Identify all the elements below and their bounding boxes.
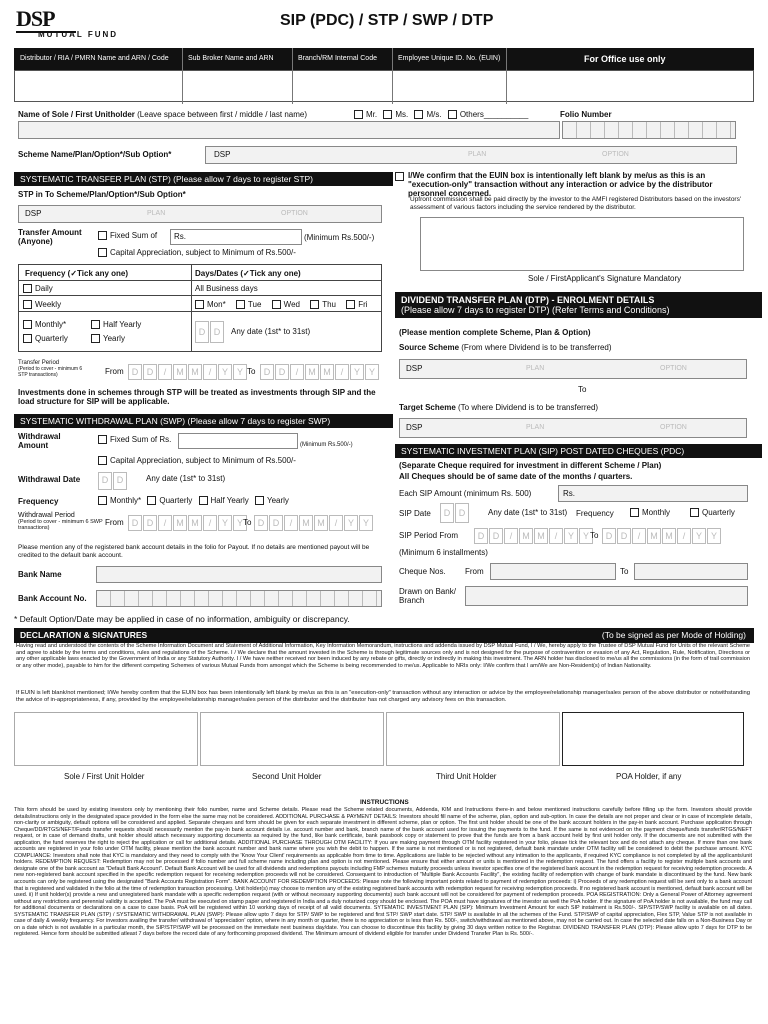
title-ms2-checkbox[interactable] — [414, 110, 423, 119]
upfront-commission-note: Upfront commission shall be paid directly by the investor to the AMFI registered Distributors based on the investors' assessment of various factors including the service rendered by the distributor. — [410, 196, 742, 211]
page-title: SIP (PDC) / STP / SWP / DTP — [280, 12, 494, 29]
swp-to-label: To — [243, 518, 252, 527]
swp-monthly-label: Monthly* — [110, 496, 142, 505]
sig-label-third: Third Unit Holder — [436, 772, 497, 781]
swp-quarterly-label: Quarterly — [159, 496, 193, 505]
stp-monthly-label: Monthly* — [35, 320, 67, 329]
stp-option-hint: OPTION — [281, 210, 308, 217]
stp-mon-label: Mon* — [207, 300, 226, 309]
title-ms-label: Ms. — [395, 110, 409, 119]
stp-yearly-label: Yearly — [103, 334, 125, 343]
stp-heading: SYSTEMATIC TRANSFER PLAN (STP) (Please allow 7 days to register STP) — [14, 172, 393, 186]
euin-field[interactable] — [394, 72, 504, 100]
logo-subtitle: MUTUAL FUND — [38, 30, 119, 39]
folio-label: Folio Number — [560, 110, 612, 119]
stp-note: Investments done in schemes through STP will be treated as investments through SIP and the load structure for SIP will be applicable. — [18, 388, 376, 406]
sip-any-date: Any date (1st* to 31st) — [488, 508, 568, 517]
sip-heading: SYSTEMATIC INVESTMENT PLAN (SIP) POST DATED CHEQUES (PDC) — [395, 444, 762, 458]
swp-bank-acc-label: Bank Account No. — [18, 594, 87, 603]
stp-monthly-checkbox[interactable] — [23, 320, 32, 329]
stp-period-label: Transfer Period — [18, 360, 60, 366]
distributor-col-subbroker: Sub Broker Name and ARN — [188, 55, 274, 62]
stp-plan-hint: PLAN — [147, 210, 166, 217]
sip-quarterly-label: Quarterly — [702, 508, 735, 517]
stp-any-date: Any date (1st* to 31st) — [231, 327, 311, 336]
sig-label-second: Second Unit Holder — [252, 772, 322, 781]
stp-period — [18, 360, 108, 378]
scheme-plan-hint: PLAN — [468, 151, 487, 158]
dtp-target-prefix: DSP — [406, 423, 423, 432]
swp-capital-checkbox[interactable] — [98, 456, 107, 465]
stp-amount-label: Transfer Amount (Anyone) — [18, 228, 82, 246]
sip-to-label: To — [590, 531, 599, 540]
swp-bank-name-input[interactable] — [96, 566, 382, 583]
stp-weekdays — [195, 300, 368, 309]
declaration-mode: (To be signed as per Mode of Holding) — [601, 630, 746, 640]
swp-from-date[interactable]: D D / M M / Y Y — [128, 513, 248, 531]
stp-weekly-checkbox[interactable] — [23, 300, 32, 309]
sip-sub2: All Cheques should be of same date of the months / quarters. — [399, 472, 633, 481]
dtp-to: To — [578, 385, 587, 394]
distributor-table — [14, 48, 754, 104]
office-use-label: For Office use only — [584, 54, 666, 64]
euin-signature-box[interactable] — [420, 217, 744, 271]
euin-signature-label: Sole / FirstApplicant's Signature Mandatory — [528, 274, 682, 283]
default-option-note: * Default Option/Date may be applied in case of no information, ambiguity or discrepancy. — [14, 614, 350, 624]
swp-heading: SYSTEMATIC WITHDRAWAL PLAN (SWP) (Please allow 7 days to register SWP) — [14, 414, 393, 428]
swp-date-input[interactable]: D D — [98, 470, 128, 490]
stp-yearly-checkbox[interactable] — [91, 334, 100, 343]
dtp-target-label: Target Scheme — [399, 403, 456, 412]
scheme-prefix: DSP — [214, 150, 231, 159]
stp-capital-checkbox[interactable] — [98, 248, 107, 257]
title-others-checkbox[interactable] — [448, 110, 457, 119]
swp-bank-note: Please mention any of the registered bank account details in the folio for Payout. If no details are mentioned payout will be credited to the default bank account. — [18, 544, 370, 559]
dtp-mention: (Please mention complete Scheme, Plan & Option) — [399, 328, 591, 337]
sip-to-date[interactable]: D D / M M / Y Y — [602, 526, 722, 544]
declaration-title: DECLARATION & SIGNATURES — [20, 630, 148, 640]
sip-cheque-from-input[interactable] — [490, 563, 616, 580]
scheme-input[interactable] — [205, 146, 737, 164]
signature-poa-holder[interactable] — [562, 712, 744, 766]
stp-to-date[interactable]: D D / M M / Y Y — [260, 362, 380, 380]
scheme-option-hint: OPTION — [602, 151, 629, 158]
title-ms2-label: M/s. — [426, 110, 442, 119]
sip-date-label: SIP Date — [399, 509, 431, 518]
sip-monthly-label: Monthly — [642, 508, 671, 517]
swp-min: (Minimum Rs.500/-) — [300, 442, 353, 448]
distributor-col-arn: Distributor / RIA / PMRN Name and ARN / Code — [20, 55, 169, 62]
stp-from-date[interactable]: D D / M M / Y Y — [128, 362, 248, 380]
sip-amount-label: Each SIP Amount (minimum Rs. 500) — [399, 489, 532, 498]
title-mr-checkbox[interactable] — [354, 110, 363, 119]
sip-drawn-input[interactable] — [465, 586, 748, 606]
sip-rs: Rs. — [563, 489, 575, 498]
signature-second-holder[interactable] — [200, 712, 384, 766]
euin-confirm-checkbox[interactable] — [395, 172, 404, 181]
swp-monthly-checkbox[interactable] — [98, 496, 107, 505]
dtp-heading — [395, 292, 762, 318]
swp-quarterly-checkbox[interactable] — [147, 496, 156, 505]
swp-period-label: Withdrawal Period — [18, 512, 75, 519]
stp-halfyearly-label: Half Yearly — [103, 320, 142, 329]
swp-period-sub: (Period to cover - minimum 6 SWP transactions) — [18, 519, 103, 531]
stp-tue-checkbox[interactable] — [236, 300, 245, 309]
logo — [16, 6, 126, 39]
sip-cheque-to-input[interactable] — [634, 563, 748, 580]
stp-date-input[interactable]: D D — [195, 321, 225, 343]
swp-yearly-checkbox[interactable] — [255, 496, 264, 505]
sip-amount-input[interactable] — [558, 485, 748, 502]
signature-third-holder[interactable] — [386, 712, 560, 766]
sip-from-date[interactable]: D D / M M / Y Y — [474, 526, 594, 544]
swp-freq-label: Frequency — [18, 497, 59, 506]
dtp-source-plan-hint: PLAN — [526, 365, 545, 372]
sip-frequency-label: Frequency — [576, 509, 614, 518]
stp-period-sub: (Period to cover - minimum 6 STP transactions) — [18, 366, 83, 378]
declaration-heading — [14, 628, 754, 643]
stp-fixed-sum-checkbox[interactable] — [98, 231, 107, 240]
sip-drawn-label: Drawn on Bank/ Branch — [399, 587, 456, 605]
sip-cheque-to-label: To — [620, 567, 629, 576]
stp-tue-label: Tue — [247, 300, 262, 309]
folio-input[interactable] — [562, 121, 736, 139]
swp-freq-options — [98, 496, 289, 505]
stp-to-scheme-input[interactable] — [18, 205, 382, 223]
holder-name-row — [18, 110, 307, 119]
stp-thu-label: Thu — [322, 300, 336, 309]
logo-mark: DSP — [16, 6, 55, 31]
stp-freq-head: Frequency (✓Tick any one) — [25, 269, 129, 278]
sip-monthly-checkbox[interactable] — [630, 508, 639, 517]
dtp-source-prefix: DSP — [406, 364, 423, 373]
stp-quarterly-checkbox[interactable] — [23, 334, 32, 343]
swp-bank-acc-input[interactable] — [96, 590, 382, 607]
stp-weekly-label: Weekly — [35, 300, 62, 309]
stp-halfyearly-checkbox[interactable] — [91, 320, 100, 329]
swp-yearly-label: Yearly — [266, 496, 289, 505]
swp-from-label: From — [105, 518, 124, 527]
stp-to-date-label: To — [247, 367, 256, 376]
stp-to-label: STP in To Scheme/Plan/Option*/Sub Option* — [18, 190, 186, 199]
signature-first-holder[interactable] — [14, 712, 198, 766]
euin-confirm-row — [395, 172, 407, 181]
dtp-source-option-hint: OPTION — [660, 365, 687, 372]
dtp-source-input[interactable] — [399, 359, 747, 379]
swp-halfyearly-checkbox[interactable] — [199, 496, 208, 505]
stp-mon-checkbox[interactable] — [195, 300, 204, 309]
title-ms-checkbox[interactable] — [383, 110, 392, 119]
dtp-source-row — [399, 343, 612, 352]
stp-rs: Rs. — [174, 232, 186, 241]
title-others-label: Others__________ — [459, 110, 529, 119]
swp-amount-label: Withdrawal Amount — [18, 432, 61, 450]
branch-code-field[interactable] — [294, 72, 390, 100]
dtp-target-plan-hint: PLAN — [526, 424, 545, 431]
stp-frequency-table — [18, 264, 382, 352]
dtp-target-input[interactable] — [399, 418, 747, 438]
stp-daily-label: Daily — [35, 284, 53, 293]
sip-cheque-label: Cheque Nos. — [399, 567, 446, 576]
scheme-label: Scheme Name/Plan/Option*/Sub Option* — [18, 150, 172, 159]
instructions-heading: INSTRUCTIONS — [360, 799, 409, 806]
holder-name-input[interactable] — [18, 121, 560, 139]
swp-capital-label: Capital Appreciation, subject to Minimum of Rs.500/- — [110, 456, 296, 465]
distributor-col-euin: Employee Unique ID. No. (EUIN) — [398, 55, 501, 62]
stp-daily-checkbox[interactable] — [23, 284, 32, 293]
stp-capital-label: Capital Appreciation, subject to Minimum of Rs.500/- — [110, 248, 296, 257]
sip-period-label: SIP Period From — [399, 531, 458, 540]
dtp-source-label: Source Scheme — [399, 343, 460, 352]
stp-wed-checkbox[interactable] — [272, 300, 281, 309]
stp-quarterly-label: Quarterly — [35, 334, 68, 343]
swp-bank-name-label: Bank Name — [18, 570, 62, 579]
sip-quarterly-checkbox[interactable] — [690, 508, 699, 517]
stp-from-label: From — [105, 367, 124, 376]
holder-name-label: Name of Sole / First Unitholder — [18, 110, 135, 119]
stp-fixed-sum-row — [98, 231, 157, 240]
euin-confirm-text: I/We confirm that the EUIN box is intentionally left blank by me/us as this is an "execution-only" transaction without any interaction or advice by the distributor personnel concerned. — [408, 171, 713, 198]
arn-field[interactable] — [16, 72, 180, 100]
instructions-body: This form should be used by existing investors only by mentioning their folio number, name and Scheme details. Please read the Scheme related documents, Addenda, KIM and Instructions there-in and below mentioned instructions carefully before filling up the form. Investors should provide details/instructions only in the designated space provided in the form else the same may not be considered. ADDITIONAL PURCHASE & PAYMENT DETAILS: Investors should fill name of the scheme, plan, option and sub-option. In case the details are not proper and clear or in case of incomplete details, non-clarity or ambiguity, default options will be considered and applied. Separate cheques and form should be given for each separate investment in different scheme, plan or option. The first unit holder should be one of the bank account holders in the pay-in bank account. Purchase application through Cheque/DD/RTGS/NEFT/Funds transfer requests should necessarily mention the pay-in bank account details i.e. account number and bank, branch name of the bank account used for issuing the payments to the fund. If the same is not evidenced on the payment cheque/funds transfer/RTGS/NEFT request, or in case of demand drafts, unit holder should attach necessary supporting documents as required by the fund, like bank certificate, bank passbook copy or statement to prove that the funds are from a bank account held by first unit holder only. If the documents are not submitted with the application, the fund reserves the right to reject the application or call for additional details. ADDITIONAL PURCHASE THROUGH OTM FACILITY: If you are making payment through OTM facility registered in your folio, please tick the relevant box and do not attach any cheque. If more than one bank accounts are registered in your folio under OTM facility, please mention the bank account number and bank name where you wish the debit to happen. If the same is not mentioned or is not registered, default bank mandate under OTM facility will be considered to debit the purchase amount. KYC COMPLIANCE: Investors shall note that KYC is mandatory and they need to comply with the 'Know Your Client' requirements as applicable from time to time. Applications are liable to be rejected without any intimation to the applicants, if required KYC compliance is not completed by all the applicants/unit holders. REDEMPTION REQUEST: Redemption may not be processed if folio number and full scheme name including plan and option is not mentioned. Please ensure that either amount or units is mentioned in the redemption request. The fund offers a facility to register multiple bank accounts and designate one of the bank account as "Default Bank Account". Default Bank Account will be used for all dividends and redemptions payouts including FMP schemes maturity proceeds unless investor specifies one of the registered bank account in the redemption request for receiving redemption proceeds. A new non-registered bank account specified in the specific redemption request for receiving redemption proceeds will not be considered. Consequent to introduction of "Multiple Bank Accounts Facility", the existing facility of redemption with change of bank mandate is discontinued by the fund. New bank accounts can only be registered using the designated "Bank Accounts Registration Form". BANK ACCOUNT FOR REDEMPTION PROCEEDS: Please note the following important points related to payment of redemption proceeds: i) Proceeds of any redemption request will be sent only to a bank account that is registered and validated in the folio at the time of redemption transaction processing. Unit holder(s) may choose to mention any of the existing registered bank accounts with redemption request for receiving redemption proceeds. If no registered bank account is mentioned, default bank account will be used. ii) If unit holder(s) provide a new and unregistered bank mandate with a specific redemption request (with or without necessary supporting documents) such bank account will not be considered for payment of redemption proceeds. POA REGISTRATION: Only a General Power of Attorney agreement without any restrictions and perennial validity is accepted. The PoA must be executed on stamp paper and registered in India and a duly notarized copy should be enclosed. The POA must have signatures of the investor as well the PoA holder. If the signature of PoA holder is not available, the fund may call for additional documents or declarations on a case to case basis. PoA will be registered within 10 working days of receipt of all valid documents. SYTEMATIC INVESTMENT PLAN (SIP): Minimum Investment Amount for each SIP instalment is Rs.500/-. SIP/STP/SWP facility is available on all dates. SYSTEMATIC TRANSFER PLAN (STP) / SYSTEMATIC WITHDRAWAL PLAN (SWP): Please allow upto 7 days for STP/ SWP to be registered and first STP/ SWP start date. STP/ SWP is available in all the schemes of the Fund. STP/SWP of capital appreciation, Flex STP, Value STP is not available in case of daily & weekly frequency. For investors availing the transfer/ withdrawal of 'appreciation' option, where in any month or quarter, there is no appreciation or is less than Rs. 500/-, switch/withdrawal as mentioned above, may not be carried out. In case the selected date falls on a Non-Business Day or on a date which is not available in a particular month, the SIP/STP/SWP will be processed on the immediate next business day/date. You can choose to discontinue this facility by giving 30 days written notice to the Registrar. DIVIDEND TRANSFER PLAN (DTP): Please allow upto 7 days for DTP to be registered. Hence form should be submitted atleast 7 days before the record date of any forthcoming proposed dividend. The Minimum amount of dividend eligible for transfer under Dividend Transfer Plan is Rs. 500/-. — [14, 807, 752, 938]
title-mr-label: Mr. — [366, 110, 378, 119]
dtp-heading-sub: (Please allow 7 days to register DTP) (Refer Terms and Conditions) — [401, 305, 670, 315]
sip-sub1: (Separate Cheque required for investment in different Scheme / Plan) — [399, 461, 662, 470]
swp-period — [18, 512, 108, 531]
swp-to-date[interactable]: D D / M M / Y Y — [254, 513, 374, 531]
stp-fri-label: Fri — [358, 300, 368, 309]
stp-thu-checkbox[interactable] — [310, 300, 319, 309]
sip-cheque-from-label: From — [465, 567, 484, 576]
stp-fri-checkbox[interactable] — [346, 300, 355, 309]
stp-min: (Minimum Rs.500/-) — [304, 233, 375, 242]
swp-fixed-sum-checkbox[interactable] — [98, 435, 107, 444]
sip-date-input[interactable]: D D — [440, 503, 470, 523]
dtp-target-hint: (To where Dividend is to be transferred) — [458, 403, 599, 412]
subbroker-field[interactable] — [184, 72, 290, 100]
stp-fixed-sum-label: Fixed Sum of — [110, 231, 158, 240]
swp-any-date: Any date (1st* to 31st) — [146, 474, 226, 483]
dtp-source-hint: (From where Dividend is to be transferred) — [461, 343, 612, 352]
distributor-col-branch: Branch/RM Internal Code — [298, 55, 377, 62]
title-options — [354, 110, 528, 119]
dtp-target-option-hint: OPTION — [660, 424, 687, 431]
swp-date-label: Withdrawal Date — [18, 475, 81, 484]
dtp-target-row — [399, 403, 598, 412]
swp-halfyearly-label: Half Yearly — [210, 496, 249, 505]
dtp-heading-title: DIVIDEND TRANSFER PLAN (DTP) - ENROLMENT DETAILS — [401, 295, 655, 305]
stp-amount-input[interactable] — [170, 229, 302, 245]
sig-label-poa: POA Holder, if any — [616, 772, 682, 781]
stp-capital-row — [98, 248, 296, 257]
stp-to-prefix: DSP — [25, 209, 42, 218]
stp-wed-label: Wed — [283, 300, 300, 309]
swp-fixed-sum-label: Fixed Sum of Rs. — [110, 435, 172, 444]
stp-all-days: All Business days — [195, 284, 258, 293]
declaration-para1: Having read and understood the contents of the Scheme Information Document and Statement of Additional Information, Key Information Memorandum, instructions and addenda issued by DSP Mutual Fund, I / We, hereby apply to the Trustee of DSP Mutual Fund for Units of the relevant Scheme and agree to abide by the terms and conditions, rules and regulations of the Scheme. I / We declare that the amount invested in the Scheme is through legitimate sources only and is not designed for the purpose of contravention or evasion of any Act, Regulation, Rule, Notification, Directions or any other applicable laws enacted by the Government of India or any Statutory Authority. I / We have neither received nor been induced by any rebate or gifts, directly or indirectly in making this investment. The ARN holder has disclosed to me/us all the commissions (in the form of trail commission or any other mode), payable to him for the different competing Schemes of various Mutual Funds from amongst which the Scheme is being recommended to me/us. Applicable to NRIs only: I/We confirm that I am/We are Non-Resident(s) of Indian Nationality. — [16, 643, 750, 669]
sig-label-first: Sole / First Unit Holder — [64, 772, 145, 781]
swp-amount-input[interactable] — [178, 433, 298, 449]
sip-min-installments: (Minimum 6 installments) — [399, 548, 488, 557]
holder-name-hint: (Leave space between first / middle / last name) — [137, 110, 307, 119]
stp-days-head: Days/Dates (✓Tick any one) — [195, 269, 301, 278]
declaration-para2: If EUIN is left blank/not mentioned; I/We hereby confirm that the EUIN box has been intentionally left blank by me/us as this is an "execution-only" transaction without any interaction or advice by the employee/relationship manager/sales person of the above distributor or notwithstanding the advice of in-appropriateness, if any, provided by the employee/relationship manager/sales person of the distributor and the distributor has not charged any advisory fees on this transaction. — [16, 690, 750, 703]
